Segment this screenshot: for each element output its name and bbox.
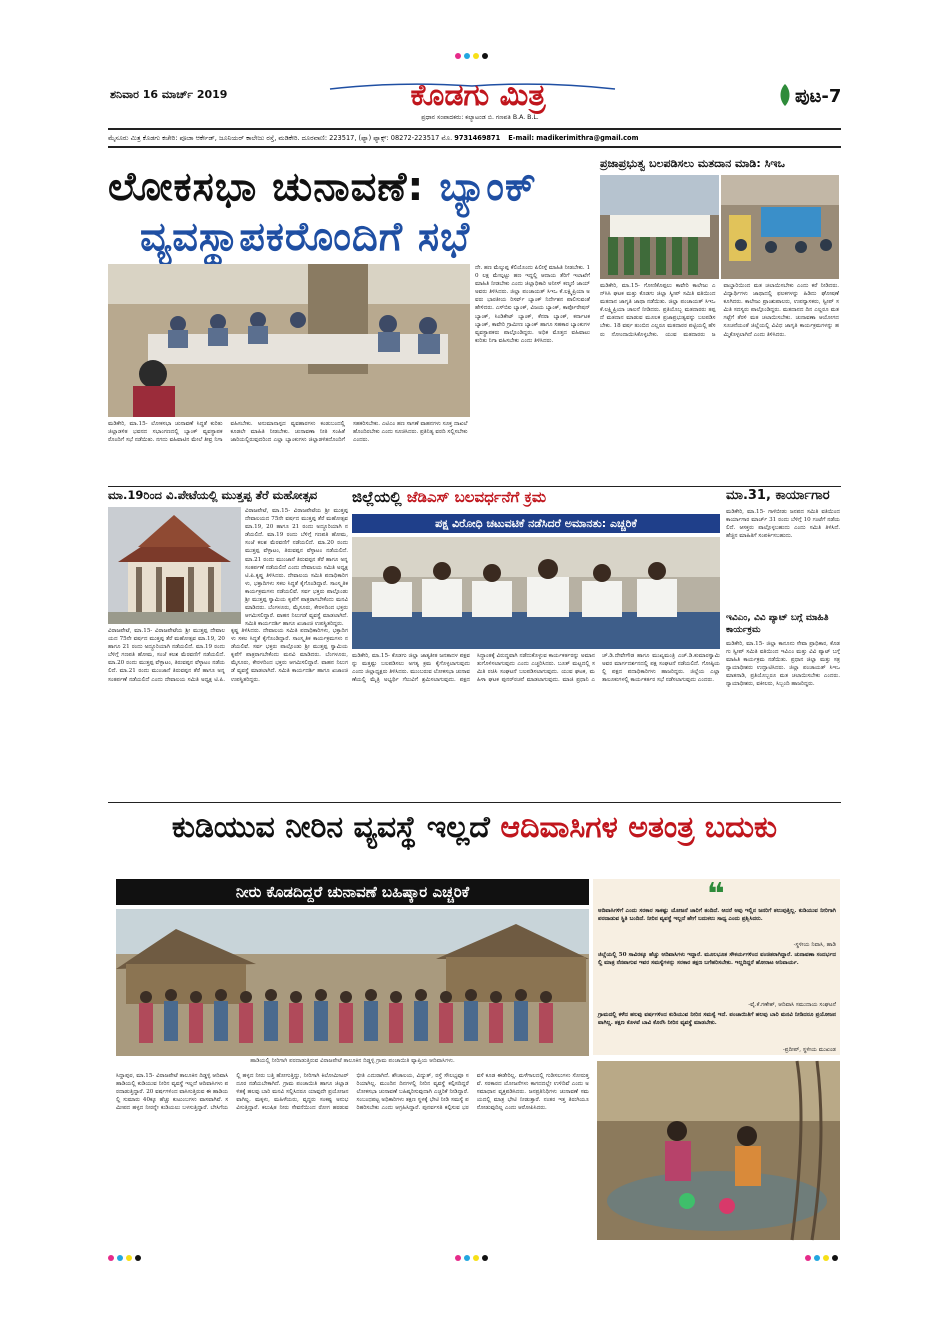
ncc-rally-photo xyxy=(600,175,719,279)
rule xyxy=(108,802,841,803)
color-registration-marks xyxy=(455,1246,491,1265)
quote-2-attribution: -ವೈ.ಕೆ.ಗಣೇಶ್, ಆದಿವಾಸಿ ಸಮುದಾಯ ಸಂಘಟನೆ xyxy=(748,1002,836,1008)
rule xyxy=(108,486,841,487)
temple-story-body: ವಿರಾಜಪೇಟೆ, ಮಾ.15- ವಿರಾಜಪೇಟೆಯ ಶ್ರೀ ಮುತ್ತಪ್ಪ ದೇವಾಲಯದ 75ನೇ ವರ್ಷದ ಮುತ್ತಪ್ಪ ತೆರೆ ಮಹೋತ್ಸವ ಮಾ.19, 20 ಹಾಗೂ 21 ರಂದು ಅದ್ಧೂರಿಯಾಗಿ ನಡೆಯಲಿದೆ. ಮಾ.19 ರಂದು ಬೆಳಿಗ್ಗೆ ಗಣಪತಿ ಹೋಮ, ಸಂಜೆ ಕಲಶ ಮೆರವಣಿಗೆ ನಡೆಯಲಿದೆ. ಮಾ.20 ರಂದು ಮುತ್ತಪ್ಪ ವೆಳ್ಳಾಟಂ, ತಿರುವಪ್ಪನ ವೆಳ್ಳಾಟಂ ನಡೆಯಲಿದೆ. ಮಾ.21 ರಂದು ಮುಂಜಾನೆ ತಿರುವಪ್ಪನ ತೆರೆ ಹಾಗೂ ಅನ್ನಸಂತರ್ಪಣೆ ನಡೆಯಲಿದೆ ಎಂದು ದೇವಾಲಯ ಸಮಿತಿ ಅಧ್ಯಕ್ಷ ಟಿ.ಪಿ.ಕೃಷ್ಣ ತಿಳಿಸಿದರು. ದೇವಾಲಯ ಸಮಿತಿ ಪದಾಧಿಕಾರಿಗಳು, ಭಕ್ತಾದಿಗಳು ಸಕಲ ಸಿದ್ಧತೆ ಕೈಗೊಂಡಿದ್ದಾರೆ. ಸಾಂಸ್ಕೃತಿಕ ಕಾರ್ಯಕ್ರಮಗಳು ನಡೆಯಲಿವೆ. ಸರ್ವ ಭಕ್ತರು ಪಾಲ್ಗೊಂಡು ಶ್ರೀ ಮುತ್ತಪ್ಪ ಸ್ವಾಮಿಯ ಕೃಪೆಗೆ ಪಾತ್ರರಾಗಬೇಕೆಂದು ಮನವಿ ಮಾಡಿದರು. ಬೆಂಗಳೂರು, ಮೈಸೂರು, ಕೇರಳದಿಂದ ಭಕ್ತರು ಆಗಮಿಸಲಿದ್ದಾರೆ. ವಾಹನ ನಿಲುಗಡೆ ವ್ಯವಸ್ಥೆ ಮಾಡಲಾಗಿದೆ. ಸಮಿತಿ ಕಾರ್ಯದರ್ಶಿ ಹಾಗೂ ಖಜಾಂಚಿ ಉಪಸ್ಥಿತರಿದ್ದರು. xyxy=(108,628,348,683)
temple-story-intro: ವಿರಾಜಪೇಟೆ, ಮಾ.15- ವಿರಾಜಪೇಟೆಯ ಶ್ರೀ ಮುತ್ತಪ್ಪ ದೇವಾಲಯದ 75ನೇ ವರ್ಷದ ಮುತ್ತಪ್ಪ ತೆರೆ ಮಹೋತ್ಸವ ಮಾ.19, 20 ಹಾಗೂ 21 ರಂದು ಅದ್ಧೂರಿಯಾಗಿ ನಡೆಯಲಿದೆ. ಮಾ.19 ರಂದು ಬೆಳಿಗ್ಗೆ ಗಣಪತಿ ಹೋಮ, ಸಂಜೆ ಕಲಶ ಮೆರವಣಿಗೆ ನಡೆಯಲಿದೆ. ಮಾ.20 ರಂದು ಮುತ್ತಪ್ಪ ವೆಳ್ಳಾಟಂ, ತಿರುವಪ್ಪನ ವೆಳ್ಳಾಟಂ ನಡೆಯಲಿದೆ. ಮಾ.21 ರಂದು ಮುಂಜಾನೆ ತಿರುವಪ್ಪನ ತೆರೆ ಹಾಗೂ ಅನ್ನಸಂತರ್ಪಣೆ ನಡೆಯಲಿದೆ ಎಂದು ದೇವಾಲಯ ಸಮಿತಿ ಅಧ್ಯಕ್ಷ ಟಿ.ಪಿ.ಕೃಷ್ಣ ತಿಳಿಸಿದರು. ದೇವಾಲಯ ಸಮಿತಿ ಪದಾಧಿಕಾರಿಗಳು, ಭಕ್ತಾದಿಗಳು ಸಕಲ ಸಿದ್ಧತೆ ಕೈಗೊಂಡಿದ್ದಾರೆ. ಸಾಂಸ್ಕೃತಿಕ ಕಾರ್ಯಕ್ರಮಗಳು ನಡೆಯಲಿವೆ. ಸರ್ವ ಭಕ್ತರು ಪಾಲ್ಗೊಂಡು ಶ್ರೀ ಮುತ್ತಪ್ಪ ಸ್ವಾಮಿಯ ಕೃಪೆಗೆ ಪಾತ್ರರಾಗಬೇಕೆಂದು ಮನವಿ ಮಾಡಿದರು. ಬೆಂಗಳೂರು, ಮೈಸೂರು, ಕೇರಳದಿಂದ ಭಕ್ತರು ಆಗಮಿಸಲಿದ್ದಾರೆ. ವಾಹನ ನಿಲುಗಡೆ ವ್ಯವಸ್ಥೆ ಮಾಡಲಾಗಿದೆ. ಸಮಿತಿ ಕಾರ್ಯದರ್ಶಿ ಹಾಗೂ ಖಜಾಂಚಿ ಉಪಸ್ಥಿತರಿದ್ದರು. xyxy=(245,508,348,628)
contact-phone: 9731469871 xyxy=(454,134,501,142)
evm-body: ಮಡಿಕೇರಿ, ಮಾ.15- ಜಿಲ್ಲಾ ಕಾನೂನು ಸೇವಾ ಪ್ರಾಧಿಕಾರ, ಕೊಡಗು ಸ್ವೀಪ್ ಸಮಿತಿ ವತಿಯಿಂದ ಇವಿಎಂ ಮತ್ತು ವಿವಿ ಪ್ಯಾಟ್ ಬಗ್ಗೆ ಮಾಹಿತಿ ಕಾರ್ಯಕ್ರಮ ನಡೆಯಿತು. ಪ್ರಧಾನ ಜಿಲ್ಲಾ ಮತ್ತು ಸತ್ರ ನ್ಯಾಯಾಧೀಶರು ಉದ್ಘಾಟಿಸಿದರು. ಜಿಲ್ಲಾ ಪಂಚಾಯತ್ ಸಿಇಒ ಮಾತನಾಡಿ, ಪ್ರತಿಯೊಬ್ಬರೂ ಮತ ಚಲಾಯಿಸಬೇಕು ಎಂದರು. ನ್ಯಾಯಾಧೀಶರು, ವಕೀಲರು, ಸಿಬ್ಬಂದಿ ಹಾಜರಿದ್ದರು. xyxy=(726,641,840,688)
rule xyxy=(108,146,841,148)
water-collection-photo xyxy=(597,1061,840,1240)
issue-date: ಶನಿವಾರ 16 ಮಾರ್ಚ್ 2019 xyxy=(110,88,228,101)
quote-1: ಆದಿವಾಸಿಗಳಿಗೆ ಎಂದು ಸರಕಾರ ಸಾಕಷ್ಟು ಯೋಜನೆ ಜಾರಿಗೆ ತಂದಿದೆ. ಆದರೆ ಅವು ಇಲ್ಲಿನ ಜನರಿಗೆ ತಲುಪುತ್ತಿಲ್ಲ. ಕುಡಿಯುವ ನೀರಿಗಾಗಿ ಪರದಾಡುವ ಸ್ಥಿತಿ ಬಂದಿದೆ. ನೀರಿನ ವ್ಯವಸ್ಥೆ ಇಲ್ಲದೆ ಹೇಗೆ ಬದುಕಲು ಸಾಧ್ಯ ಎಂದು ಪ್ರಶ್ನಿಸಿದರು. xyxy=(598,908,836,923)
jds-story-headline xyxy=(352,488,722,506)
quote-3-attribution: -ಪ್ರದೀಪ್, ಸ್ಥಳೀಯ ಮುಖಂಡ xyxy=(782,1047,836,1053)
lead-story-right-column: ದೇ. ಹಣ ಮೆಲ್ಕುಪ್ಪ ಕೆಲಿಯೊಂದು ಪಿಲೀಸ್ಗೆ ಮಾಹಿತಿ ನೀಡಬೇಕು. 10 ಲಕ್ಷ ಮೇಲ್ಪಟ್ಟು ಹಣ ಇದ್ದಲ್ಲಿ ಆದಾಯ ತೆರಿಗೆ ಇಲಾಖೆಗೆ ಮಾಹಿತಿ ನೀಡಬೇಕು ಎಂದು ಜಿಲ್ಲಾಧಿಕಾರಿ ಅನೀಸ್ ಕಣ್ಮಣಿ ಜಾಯ್ ಅವರು ತಿಳಿಸಿದರು. ಜಿಲ್ಲಾ ಪಂಚಾಯತ್ ಸಿಇಒ ಕೆ.ಲಕ್ಷ್ಮಿಪ್ರಿಯಾ ಅವರು ಭಾರತೀಯ ರಿಸರ್ವ್ ಬ್ಯಾಂಕ್ ನಿರ್ದೇಶನ ಪಾಲಿಸುವಂತೆ ಹೇಳಿದರು. ಎಸ್‌ಬಿಐ ಬ್ಯಾಂಕ್, ವಿಜಯ ಬ್ಯಾಂಕ್, ಕಾರ್ಪೊರೇಷನ್ ಬ್ಯಾಂಕ್, ಸಿಂಡಿಕೇಟ್ ಬ್ಯಾಂಕ್, ಕೆನರಾ ಬ್ಯಾಂಕ್, ಕರ್ನಾಟಕ ಬ್ಯಾಂಕ್, ಕಾವೇರಿ ಗ್ರಾಮೀಣ ಬ್ಯಾಂಕ್ ಹಾಗೂ ಸಹಕಾರ ಬ್ಯಾಂಕುಗಳ ವ್ಯವಸ್ಥಾಪಕರು ಪಾಲ್ಗೊಂಡಿದ್ದರು. ಅಧಿಕ ಮೊತ್ತದ ವಹಿವಾಟು ಕುರಿತು ನಿಗಾ ವಹಿಸಬೇಕು ಎಂದು ತಿಳಿಸಿದರು. xyxy=(475,265,591,344)
rule xyxy=(108,128,841,130)
tribal-story-body: ಸಿದ್ದಾಪುರ, ಮಾ.15- ವಿರಾಜಪೇಟೆ ತಾಲೂಕಿನ ದಿಡ್ಡಳ್ಳಿ ಆದಿವಾಸಿ ಹಾಡಿಯಲ್ಲಿ ಕುಡಿಯುವ ನೀರಿನ ವ್ಯವಸ್ಥೆ ಇಲ್ಲದೆ ಆದಿವಾಸಿಗಳು ಪರದಾಡುತ್ತಿದ್ದಾರೆ. 20 ವರ್ಷಗಳಿಂದ ವಾಸಿಸುತ್ತಿರುವ ಈ ಹಾಡಿಯಲ್ಲಿ ಸುಮಾರು 40ಕ್ಕೂ ಹೆಚ್ಚು ಕುಟುಂಬಗಳು ವಾಸವಾಗಿವೆ. ಸಮೀಪದ ಹಳ್ಳದ ನೀರನ್ನೇ ಕುಡಿಯಲು ಬಳಸುತ್ತಿದ್ದಾರೆ. ಬೇಸಿಗೆಯಲ್ಲಿ ಹಳ್ಳದ ನೀರು ಬತ್ತಿ ಹೋಗುತ್ತಿದ್ದು, ನೀರಿಗಾಗಿ ಕಿಲೋಮೀಟರ್ ದೂರ ನಡೆಯಬೇಕಾಗಿದೆ. ಗ್ರಾಮ ಪಂಚಾಯಿತಿ ಹಾಗೂ ಜಿಲ್ಲಾಡಳಿತಕ್ಕೆ ಹಲವು ಬಾರಿ ಮನವಿ ಸಲ್ಲಿಸಿದರೂ ಯಾವುದೇ ಪ್ರಯೋಜನವಾಗಿಲ್ಲ. ಮಕ್ಕಳು, ಮಹಿಳೆಯರು, ವೃದ್ಧರು ಸಂಕಷ್ಟ ಅನುಭವಿಸುತ್ತಿದ್ದಾರೆ. ಕಲುಷಿತ ನೀರು ಸೇವನೆಯಿಂದ ರೋಗ ಹರಡುವ ಭೀತಿ ಎದುರಾಗಿದೆ. ಶೌಚಾಲಯ, ವಿದ್ಯುತ್, ರಸ್ತೆ ಸೌಲಭ್ಯವೂ ಸರಿಯಾಗಿಲ್ಲ. ಮುಂದಿನ ದಿನಗಳಲ್ಲಿ ನೀರಿನ ವ್ಯವಸ್ಥೆ ಕಲ್ಪಿಸದಿದ್ದರೆ ಲೋಕಸಭಾ ಚುನಾವಣೆ ಬಹಿಷ್ಕರಿಸುವುದಾಗಿ ಎಚ್ಚರಿಕೆ ನೀಡಿದ್ದಾರೆ. ಸಂಬಂಧಪಟ್ಟ ಅಧಿಕಾರಿಗಳು ತಕ್ಷಣ ಸ್ಥಳಕ್ಕೆ ಭೇಟಿ ನೀಡಿ ಸಮಸ್ಯೆ ಪರಿಹರಿಸಬೇಕು ಎಂದು ಆಗ್ರಹಿಸಿದ್ದಾರೆ. ಪುನರ್ವಸತಿ ಕಲ್ಪಿಸುವ ಭರವಸೆ ಕೂಡ ಈಡೇರಿಲ್ಲ. ಮಳೆಗಾಲದಲ್ಲಿ ಗುಡಿಸಲುಗಳು ಸೋರುತ್ತವೆ. ಸರಕಾರದ ಯೋಜನೆಗಳು ಕಾಗದದಲ್ಲೇ ಉಳಿದಿವೆ ಎಂದು ಅಸಮಾಧಾನ ವ್ಯಕ್ತಪಡಿಸಿದರು. ಜನಪ್ರತಿನಿಧಿಗಳು ಚುನಾವಣೆ ಸಮಯದಲ್ಲಿ ಮಾತ್ರ ಭೇಟಿ ನೀಡುತ್ತಾರೆ. ನಂತರ ಇತ್ತ ತಿರುಗಿಯೂ ನೋಡುವುದಿಲ್ಲ ಎಂದು ಆರೋಪಿಸಿದರು. xyxy=(116,1073,589,1112)
contact-address: ಮೈಸೂರು ಮಿತ್ರ ಕೊಡಗು ಕಚೇರಿ: ಪೂಜಾ ಆರ್ಕೇಡ್, ಜೂನಿಯರ್ ಕಾಲೇಜು ರಸ್ತೆ, ಮಡಿಕೇರಿ. ದೂರವಾಣಿ: 223517, (ಫ್ಯಾ) ಫ್ಯಾಕ್ಸ್: 08272-223517 ಮೊ. xyxy=(108,134,453,142)
tribal-story-headline xyxy=(108,805,841,850)
meeting-photo xyxy=(108,264,470,417)
tribal-subhead-banner: ನೀರು ಕೊಡದಿದ್ದರೆ ಚುನಾವಣೆ ಬಹಿಷ್ಕಾರ ಎಚ್ಚರಿಕೆ xyxy=(116,879,589,905)
tribal-group-photo xyxy=(116,909,589,1056)
evm-headline: ಇವಿಎಂ, ವಿವಿ ಪ್ಯಾಟ್ ಬಗ್ಗೆ ಮಾಹಿತಿ ಕಾರ್ಯಕ್ರಮ xyxy=(726,613,829,635)
contact-email: E-mail: madikerimithra@gmail.com xyxy=(508,134,639,142)
quote-icon: ❝ xyxy=(707,877,725,912)
newspaper-title: ಕೊಡಗು ಮಿತ್ರ xyxy=(410,78,546,113)
editor-line: ಪ್ರಧಾನ ಸಂಪಾದಕರು: ಕಲ್ಯಾಟಂಡ ಬಿ. ಗಣಪತಿ B.A. B.L. xyxy=(421,114,539,121)
quote-3: ಗ್ರಾಮದಲ್ಲಿ ಕಳೆದ ಹಲವು ವರ್ಷಗಳಿಂದ ಕುಡಿಯುವ ನೀರಿನ ಸಮಸ್ಯೆ ಇದೆ. ಪಂಚಾಯಿತಿಗೆ ಹಲವು ಬಾರಿ ಮನವಿ ನೀಡಿದರೂ ಪ್ರಯೋಜನವಾಗಿಲ್ಲ. ತಕ್ಷಣ ಕೊಳವೆ ಬಾವಿ ಕೊರೆಸಿ ನೀರಿನ ವ್ಯವಸ್ಥೆ ಮಾಡಬೇಕು. xyxy=(598,1012,836,1027)
lead-headline-blue: ಬ್ಯಾಂಕ್ xyxy=(439,164,537,210)
tribal-headline-red: ಆದಿವಾಸಿಗಳ ಅತಂತ್ರ ಬದುಕು xyxy=(500,810,778,845)
tribal-headline-black: ಕುಡಿಯುವ ನೀರಿನ ವ್ಯವಸ್ಥೆ ಇಲ್ಲದೆ xyxy=(171,810,490,845)
lead-headline-line1 xyxy=(108,164,598,210)
color-registration-marks xyxy=(805,1246,841,1265)
jds-headline-red: ಜೆಡಿಎಸ್ ಬಲವರ್ಧನೆಗೆ ಕ್ರಮ xyxy=(406,488,547,506)
leaf-icon xyxy=(778,84,792,106)
temple-photo xyxy=(108,507,241,624)
lead-story-body: ಮಡಿಕೇರಿ, ಮಾ.15- ಲೋಕಸಭಾ ಚುನಾವಣೆ ಸಿದ್ಧತೆ ಕುರಿತು ಜಿಲ್ಲಾಡಳಿತ ಭವನದ ಸಭಾಂಗಣದಲ್ಲಿ ಬ್ಯಾಂಕ್ ವ್ಯವಸ್ಥಾಪಕರೊಂದಿಗೆ ಸಭೆ ನಡೆಯಿತು. ನಗದು ವಹಿವಾಟಿನ ಮೇಲೆ ತೀವ್ರ ನಿಗಾ ವಹಿಸಬೇಕು. ಅನುಮಾನಾಸ್ಪದ ವ್ಯವಹಾರಗಳು ಕಂಡುಬಂದಲ್ಲಿ ಕೂಡಲೇ ಮಾಹಿತಿ ನೀಡಬೇಕು. ಚುನಾವಣಾ ನೀತಿ ಸಂಹಿತೆ ಜಾರಿಯಲ್ಲಿರುವುದರಿಂದ ಎಲ್ಲಾ ಬ್ಯಾಂಕುಗಳು ಜಿಲ್ಲಾಡಳಿತದೊಂದಿಗೆ ಸಹಕರಿಸಬೇಕು. ಎಟಿಎಂ ಹಣ ಸಾಗಣೆ ವಾಹನಗಳು ಸೂಕ್ತ ದಾಖಲೆ ಹೊಂದಿರಬೇಕು ಎಂದು ಸೂಚಿಸಿದರು. ಪ್ರತಿನಿತ್ಯ ವರದಿ ಸಲ್ಲಿಸಬೇಕು ಎಂದರು. xyxy=(108,421,468,444)
jds-headline-black: ಜಿಲ್ಲೆಯಲ್ಲಿ xyxy=(352,488,402,506)
temple-story-headline: ಮಾ.19ರಿಂದ ವಿ.ಪೇಟೆಯಲ್ಲಿ ಮುತ್ತಪ್ಪ ತೆರೆ ಮಹೋತ್ಸವ xyxy=(108,488,318,502)
quote-2: ಜಿಲ್ಲೆಯಲ್ಲಿ 50 ಸಾವಿರಕ್ಕೂ ಹೆಚ್ಚು ಆದಿವಾಸಿಗಳು ಇದ್ದಾರೆ. ಮೂಲಭೂತ ಸೌಕರ್ಯಗಳಿಂದ ವಂಚಿತರಾಗಿದ್ದಾರೆ. ಚುನಾವಣಾ ಸಂದರ್ಭದಲ್ಲಿ ಮಾತ್ರ ನೆನಪಾಗುವ ಇವರ ಸಮಸ್ಯೆಗಳನ್ನು ಸರಕಾರ ತಕ್ಷಣ ಬಗೆಹರಿಸಬೇಕು. ಇಲ್ಲದಿದ್ದರೆ ಹೋರಾಟ ಅನಿವಾರ್ಯ. xyxy=(598,952,836,967)
jds-press-meet-photo xyxy=(352,537,720,649)
quote-1-attribution: -ಸ್ಥಳೀಯ ನಿವಾಸಿ, ಹಾಡಿ xyxy=(793,942,836,948)
color-registration-marks xyxy=(455,44,491,63)
contact-strip xyxy=(108,131,841,145)
right-story-headline: ಪ್ರಜಾಪ್ರಭುತ್ವ ಬಲಪಡಿಸಲು ಮತದಾನ ಮಾಡಿ: ಸಿಇಒ xyxy=(600,157,785,170)
jds-story-body: ಮಡಿಕೇರಿ, ಮಾ.15- ಕೊಡಗು ಜಿಲ್ಲಾ ಜಾತ್ಯತೀತ ಜನತಾದಳ ಪಕ್ಷವನ್ನು ಮತ್ತಷ್ಟು ಬಲಪಡಿಸಲು ಅಗತ್ಯ ಕ್ರಮ ಕೈಗೊಳ್ಳಲಾಗುವುದು ಎಂದು ಜಿಲ್ಲಾಧ್ಯಕ್ಷರು ತಿಳಿಸಿದರು. ಮುಂಬರುವ ಲೋಕಸಭಾ ಚುನಾವಣೆಯಲ್ಲಿ ಮೈತ್ರಿ ಅಭ್ಯರ್ಥಿ ಗೆಲುವಿಗೆ ಶ್ರಮಿಸಲಾಗುವುದು. ಪಕ್ಷದ ಸಿದ್ಧಾಂತಕ್ಕೆ ವಿರುದ್ಧವಾಗಿ ನಡೆದುಕೊಳ್ಳುವ ಕಾರ್ಯಕರ್ತರನ್ನು ಅಮಾನತುಗೊಳಿಸಲಾಗುವುದು ಎಂದು ಎಚ್ಚರಿಸಿದರು. ಬೂತ್ ಮಟ್ಟದಲ್ಲಿ ಸಮಿತಿ ರಚಿಸಿ ಸಂಘಟನೆ ಬಲಪಡಿಸಲಾಗುವುದು. ಯುವ ಘಟಕ, ಮಹಿಳಾ ಘಟಕ ಪುನರ್‌ರಚನೆ ಮಾಡಲಾಗುವುದು. ಮಾಜಿ ಪ್ರಧಾನಿ ಎಚ್.ಡಿ.ದೇವೇಗೌಡ ಹಾಗೂ ಮುಖ್ಯಮಂತ್ರಿ ಎಚ್.ಡಿ.ಕುಮಾರಸ್ವಾಮಿ ಅವರ ಮಾರ್ಗದರ್ಶನದಲ್ಲಿ ಪಕ್ಷ ಸಂಘಟನೆ ನಡೆಯಲಿದೆ. ಗೋಷ್ಠಿಯಲ್ಲಿ ಪಕ್ಷದ ಪದಾಧಿಕಾರಿಗಳು ಹಾಜರಿದ್ದರು. ಜಿಲ್ಲೆಯ ಎಲ್ಲಾ ತಾಲೂಕುಗಳಲ್ಲಿ ಕಾರ್ಯಕರ್ತರ ಸಭೆ ನಡೆಸಲಾಗುವುದು ಎಂದರು. xyxy=(352,653,720,684)
color-registration-marks xyxy=(108,1246,144,1265)
lead-headline-black: ಲೋಕಸಭಾ ಚುನಾವಣೆ: xyxy=(108,164,425,210)
page-number: ಪುಟ-7 xyxy=(795,86,842,107)
voter-awareness-photo xyxy=(721,175,839,279)
right-story-body: ಮಡಿಕೇರಿ, ಮಾ.15- ಗೋಣಿಕೊಪ್ಪಲು ಕಾವೇರಿ ಕಾಲೇಜು ಎನ್‌ಸಿಸಿ ಘಟಕ ಮತ್ತು ಕೊಡಗು ಜಿಲ್ಲಾ ಸ್ವೀಪ್ ಸಮಿತಿ ವತಿಯಿಂದ ಮತದಾನ ಜಾಗೃತಿ ಜಾಥಾ ನಡೆಯಿತು. ಜಿಲ್ಲಾ ಪಂಚಾಯತ್ ಸಿಇಒ ಕೆ.ಲಕ್ಷ್ಮಿಪ್ರಿಯಾ ಚಾಲನೆ ನೀಡಿದರು. ಪ್ರತಿಯೊಬ್ಬ ಮತದಾರರು ತಪ್ಪದೆ ಮತದಾನ ಮಾಡುವ ಮೂಲಕ ಪ್ರಜಾಪ್ರಭುತ್ವವನ್ನು ಬಲಪಡಿಸಬೇಕು. 18 ವರ್ಷ ತುಂಬಿದ ಎಲ್ಲರೂ ಮತದಾರರ ಪಟ್ಟಿಯಲ್ಲಿ ಹೆಸರು ನೋಂದಾಯಿಸಿಕೊಳ್ಳಬೇಕು. ಯುವ ಮತದಾರರು ಜವಾಬ್ದಾರಿಯಿಂದ ಮತ ಚಲಾಯಿಸಬೇಕು ಎಂದು ಕರೆ ನೀಡಿದರು. ವಿದ್ಯಾರ್ಥಿಗಳು ಜಾಥಾದಲ್ಲಿ ಫಲಕಗಳನ್ನು ಹಿಡಿದು ಘೋಷಣೆ ಕೂಗಿದರು. ಕಾಲೇಜು ಪ್ರಾಂಶುಪಾಲರು, ಉಪನ್ಯಾಸಕರು, ಸ್ವೀಪ್ ಸಮಿತಿ ಸದಸ್ಯರು ಪಾಲ್ಗೊಂಡಿದ್ದರು. ಮತದಾನದ ದಿನ ಎಲ್ಲರೂ ಮತಗಟ್ಟೆಗೆ ತೆರಳಿ ಮತ ಚಲಾಯಿಸಬೇಕು. ಚುನಾವಣಾ ಆಯೋಗದ ಸೂಚನೆಯಂತೆ ಜಿಲ್ಲೆಯಲ್ಲಿ ವಿವಿಧ ಜಾಗೃತಿ ಕಾರ್ಯಕ್ರಮಗಳನ್ನು ಹಮ್ಮಿಕೊಳ್ಳಲಾಗಿದೆ ಎಂದು ತಿಳಿಸಿದರು. xyxy=(600,283,839,338)
workshop-headline: ಮಾ.31, ಕಾರ್ಯಾಗಾರ xyxy=(726,488,830,503)
jds-subhead-banner: ಪಕ್ಷ ವಿರೋಧಿ ಚಟುವಟಿಕೆ ನಡೆಸಿದರೆ ಅಮಾನತು: ಎಚ್ಚರಿಕೆ xyxy=(352,514,720,533)
workshop-body: ಮಡಿಕೇರಿ, ಮಾ.15- ಗಾಳಿಬೀಡು ಜನಪದ ಸಮಿತಿ ವತಿಯಿಂದ ಕಾರ್ಯಾಗಾರ ಮಾರ್ಚ್ 31 ರಂದು ಬೆಳಿಗ್ಗೆ 10 ಗಂಟೆಗೆ ನಡೆಯಲಿದೆ. ಆಸಕ್ತರು ಪಾಲ್ಗೊಳ್ಳಬಹುದು ಎಂದು ಸಮಿತಿ ತಿಳಿಸಿದೆ. ಹೆಚ್ಚಿನ ಮಾಹಿತಿಗೆ ಸಂಪರ್ಕಿಸಬಹುದು. xyxy=(726,509,840,540)
tribal-photo-caption: ಹಾಡಿಯಲ್ಲಿ ನೀರಿಗಾಗಿ ಪರದಾಡುತ್ತಿರುವ ವಿರಾಜಪೇಟೆ ತಾಲೂಕಿನ ದಿಡ್ಡಳ್ಳಿ ಗ್ರಾಮ ಪಂಚಾಯಿತಿ ವ್ಯಾಪ್ತಿಯ ಆದಿವಾಸಿಗಳು. xyxy=(250,1058,455,1064)
lead-headline-line2: ವ್ಯವಸ್ಥಾಪಕರೊಂದಿಗೆ ಸಭೆ xyxy=(140,214,471,260)
